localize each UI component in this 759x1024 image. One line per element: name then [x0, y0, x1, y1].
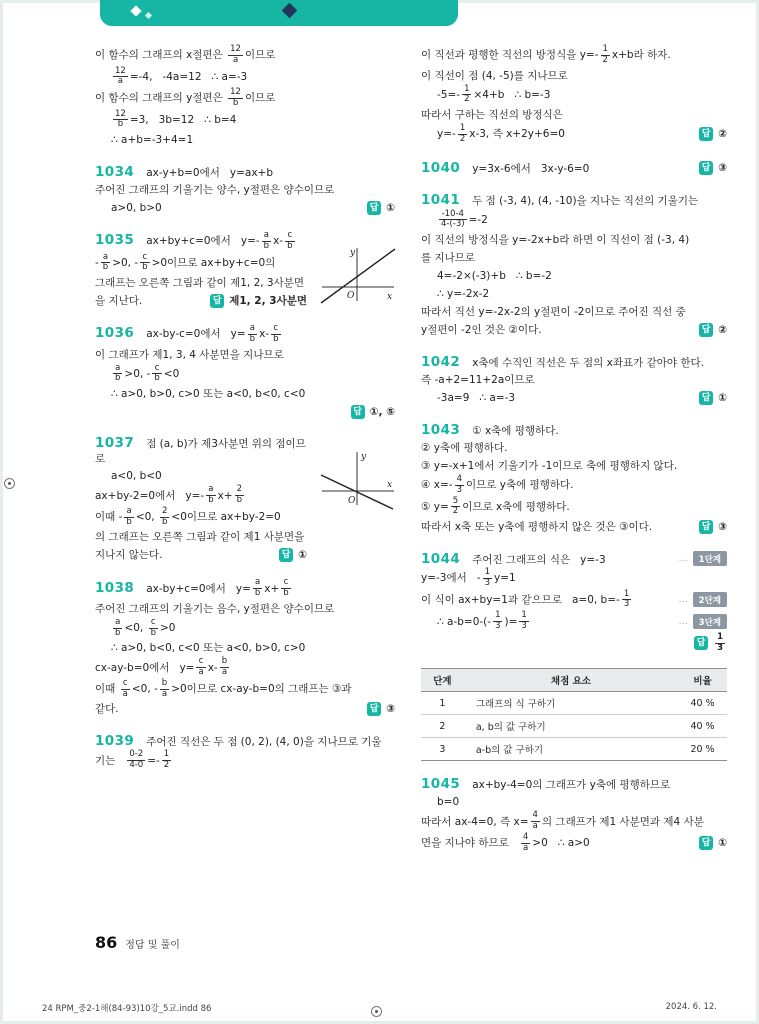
answer-label: 답: [694, 636, 708, 650]
solution-text: 주어진 직선은 두 점 (0, 2), (4, 0)을 지나므로 기울: [146, 735, 382, 748]
answer-label: 답: [367, 702, 381, 716]
answer-badge: [202, 293, 307, 308]
graph-figure-fall: [317, 447, 399, 514]
solution-text: cx-ay-b=0에서 y= $\frac{c}{a}$ x- $\frac{b}{a}$: [95, 656, 228, 678]
header-decoration: [100, 0, 458, 26]
solution-text: ∴ a-b=0-(- $\frac{1}{3}$ )= $\frac{1}{3}$: [437, 610, 527, 632]
print-info-left: 24 RPM_중2-1해(84-93)10강_5교.indd 86: [42, 1004, 212, 1014]
solution-line: [95, 231, 307, 252]
fraction: $\frac{4}{3}$: [456, 474, 462, 495]
answer-badge: [691, 391, 727, 405]
fraction: $\frac{a}{b}$: [115, 616, 121, 638]
solution-text: 두 점 (-3, 4), (4, -10)을 지나는 직선의 기울기는: [472, 195, 699, 208]
fraction: $\frac{1}{3}$: [623, 588, 630, 610]
solution-text: y절편이 -2인 것은 ②이다.: [421, 324, 542, 337]
solution-line: [95, 507, 307, 528]
fraction: $\frac{a}{b}$: [115, 362, 121, 384]
solution-line: [95, 181, 395, 198]
answer-value: ③: [718, 520, 727, 533]
solutions-content: [95, 44, 727, 868]
solution-text: 주어진 그래프의 기울기는 양수, y절편은 양수이므로: [95, 184, 335, 197]
answer-value: ①: [718, 837, 727, 850]
solution-text: 면을 지나야 하므로 $\frac{4}{a}$ >0 ∴ a>0: [421, 831, 590, 853]
grading-table-cell: 2: [421, 715, 464, 738]
solution-text: ③ y=-x+1에서 기울기가 -1이므로 축에 평행하지 않다.: [421, 460, 678, 473]
problem-number: 1044: [421, 550, 461, 567]
fraction: $\frac{a}{b}$: [249, 323, 256, 344]
solution-line: [421, 285, 727, 302]
grading-table-cell: a, b의 값 구하기: [464, 715, 678, 738]
grading-table-row: [421, 692, 727, 715]
solution-line: [95, 67, 395, 88]
solution-1037: [95, 435, 395, 563]
svg-text:y: y: [361, 452, 367, 463]
solution-line: [421, 421, 727, 438]
grading-table-cell: 40 %: [678, 692, 727, 715]
fraction: $\frac{4}{a}$: [532, 810, 538, 832]
solution-line: [421, 371, 727, 388]
solution-line: [421, 475, 727, 496]
fraction: $\frac{c}{b}$: [154, 362, 160, 384]
solution-continued: [421, 45, 727, 145]
solution-text: 지나지 않는다.: [95, 549, 163, 562]
solution-line: [95, 403, 395, 420]
answer-badge: [359, 702, 395, 716]
answer-badge: [691, 161, 727, 175]
solution-text: y=-3에서 - $\frac{1}{3}$ y=1: [421, 567, 516, 588]
grading-table-cell: a-b의 값 구하기: [464, 738, 678, 761]
answer-label: 답: [699, 127, 713, 141]
fraction: $\frac{0-2}{4-0}$: [129, 749, 144, 771]
solution-line: [95, 600, 395, 617]
answer-value: ③: [718, 162, 727, 175]
fraction: $\frac{2}{b}$: [161, 505, 168, 527]
solution-line: [95, 546, 307, 563]
problem-number: 1039: [95, 732, 135, 749]
answer-label: 답: [367, 201, 381, 215]
solution-text: 이 함수의 그래프의 x절편은 $\frac{12}{a}$ 이므로: [95, 44, 276, 65]
fraction: $\frac{a}{b}$: [102, 251, 109, 273]
fraction: $\frac{12}{a}$: [115, 65, 126, 87]
fraction: $\frac{1}{3}$: [495, 610, 501, 632]
solution-line: [95, 700, 395, 717]
sparkle-small-icon: [145, 12, 152, 19]
solution-line: [421, 267, 727, 284]
answer-label: 답: [210, 294, 224, 308]
solution-line: [95, 163, 395, 180]
right-column: [421, 44, 727, 868]
solution-text: y=3x-6에서 3x-y-6=0: [472, 163, 590, 176]
fraction: $\frac{c}{b}$: [150, 616, 156, 638]
solution-1034: [95, 163, 395, 216]
graph-figure-rise: [317, 243, 399, 310]
problem-number: 1045: [421, 775, 461, 792]
fraction: $\frac{4}{a}$: [522, 831, 529, 853]
solution-line: [95, 292, 307, 309]
problem-number: 1040: [421, 160, 461, 177]
fraction: $\frac{-10-4}{4-(-3)}$: [441, 208, 465, 230]
fraction: $\frac{c}{a}$: [198, 656, 204, 678]
solution-1042: [421, 353, 727, 406]
fraction: $\frac{1}{2}$: [163, 749, 170, 771]
registration-mark-bottom: [371, 1006, 382, 1017]
answer-value: ①: [298, 548, 307, 561]
solution-text: 그래프는 오른쪽 그림과 같이 제1, 2, 3사분면: [95, 277, 305, 290]
grading-table-header: 비율: [678, 669, 727, 692]
fraction: $\frac{12}{b}$: [230, 87, 241, 108]
svg-text:x: x: [387, 480, 393, 491]
answer-value: ②: [718, 128, 727, 141]
solution-text: - $\frac{a}{b}$ >0, - $\frac{c}{b}$ >0이므로 ax+by+c=0의: [95, 251, 276, 273]
problem-number: 1037: [95, 435, 135, 452]
solution-line: [95, 485, 307, 506]
problem-number: 1042: [421, 353, 461, 370]
answer-badge: [359, 201, 395, 215]
answer-label: 답: [279, 548, 293, 562]
answer-value: 제1, 2, 3사분면: [229, 295, 307, 308]
solution-line: [95, 346, 395, 363]
step-badge: … 1단계: [671, 551, 727, 566]
fraction: $\frac{1}{3}$: [521, 610, 527, 632]
solution-line: [95, 467, 307, 484]
solution-line: [421, 303, 727, 320]
solution-text: ∴ y=-2x-2: [437, 287, 490, 300]
solution-line: [421, 550, 727, 567]
fraction: $\frac{b}{a}$: [161, 677, 168, 699]
solution-text: 따라서 직선 y=-2x-2의 y절편이 -2이므로 주어진 직선 중: [421, 306, 686, 319]
solution-text: 을 지난다.: [95, 295, 143, 308]
solution-line: [95, 274, 307, 291]
solution-text: $\frac{-10-4}{4-(-3)}$ =-2: [441, 208, 488, 230]
problem-number: 1035: [95, 232, 135, 249]
solution-line: [95, 199, 395, 216]
solution-text: 이 식이 ax+by=1과 같으므로 a=0, b=- $\frac{1}{3}$: [421, 588, 630, 610]
problem-number: 1041: [421, 192, 461, 209]
solution-text: ④ x=- $\frac{4}{3}$ 이므로 y축에 평행하다.: [421, 474, 574, 495]
solution-line: [95, 364, 395, 385]
solution-text: -3a=9 ∴ a=-3: [437, 391, 516, 404]
solution-line: [95, 732, 395, 749]
solution-text: $\frac{a}{b}$ >0, - $\frac{c}{b}$ <0: [115, 362, 180, 384]
grading-table-header: 채점 요소: [464, 669, 678, 692]
solution-line: [421, 457, 727, 474]
sparkle-icon: [130, 5, 141, 16]
answer-badge: [691, 127, 727, 141]
answer-badge: [271, 548, 307, 562]
solution-text: 따라서 구하는 직선의 방정식은: [421, 109, 563, 122]
solution-line: [95, 750, 395, 771]
fraction: $\frac{2}{b}$: [236, 484, 243, 506]
solution-text: 를 지나므로: [421, 252, 476, 265]
solution-line: [421, 106, 727, 123]
solution-line: [421, 67, 727, 84]
solution-text: 점 (a, b)가 제3사분면 위의 점이므로: [95, 438, 306, 466]
solution-line: [95, 45, 395, 66]
grading-table-cell: 3: [421, 738, 464, 761]
solution-line: [95, 578, 395, 599]
solution-text: 이 그래프가 제1, 3, 4 사분면을 지나므로: [95, 348, 284, 361]
solution-text: ⑤ y= $\frac{5}{2}$ 이므로 x축에 평행하다.: [421, 495, 570, 517]
solution-line: [95, 88, 395, 109]
solution-line: [95, 110, 395, 131]
solution-line: [421, 833, 727, 854]
solution-text: 4=-2×(-3)+b ∴ b=-2: [437, 269, 552, 282]
solution-text: a>0, b>0: [111, 201, 162, 214]
grading-table-cell: 20 %: [678, 738, 727, 761]
solution-line: [421, 249, 727, 266]
solution-text: ∴ a>0, b<0, c<0 또는 a<0, b>0, c>0: [111, 642, 306, 655]
solution-line: [95, 528, 307, 545]
solution-text: 같다.: [95, 703, 119, 716]
solution-1036: [95, 324, 395, 420]
answer-label: 답: [699, 391, 713, 405]
solution-line: [421, 793, 727, 810]
fraction: $\frac{a}{b}$: [126, 505, 132, 527]
fraction: $\frac{12}{a}$: [230, 44, 241, 65]
solution-text: $\frac{12}{a}$ =-4, -4a=12 ∴ a=-3: [115, 65, 248, 87]
solution-1043: [421, 421, 727, 535]
answer-label: 답: [699, 323, 713, 337]
answer-value: ③: [386, 702, 395, 715]
solution-line: [421, 389, 727, 406]
solution-text: 즉 -a+2=11+2a이므로: [421, 374, 535, 387]
solution-line: [421, 85, 727, 106]
solution-text: 의 그래프는 오른쪽 그림과 같이 제1 사분면을: [95, 531, 305, 544]
solution-line: [421, 497, 727, 518]
solution-line: [421, 231, 727, 248]
grading-table-cell: 1: [421, 692, 464, 715]
fraction: $\frac{1}{3}$: [484, 567, 490, 588]
svg-text:O: O: [348, 496, 356, 507]
solution-line: [95, 131, 395, 148]
solution-line: [95, 324, 395, 345]
solution-line: [421, 353, 727, 370]
solution-text: ax+by+c=0에서 y=- $\frac{a}{b}$ x- $\frac{c}{b}$: [146, 230, 293, 251]
fraction: $\frac{c}{a}$: [122, 677, 128, 699]
fraction: $\frac{c}{b}$: [283, 577, 289, 599]
solution-text: ∴ a>0, b>0, c>0 또는 a<0, b<0, c<0: [111, 388, 306, 401]
solution-1044: [421, 550, 727, 653]
solution-text: 이 직선과 평행한 직선의 방정식을 y=- $\frac{1}{2}$ x+b라 하자.: [421, 44, 671, 65]
fraction: $\frac{c}{b}$: [142, 251, 148, 273]
fraction: $\frac{c}{b}$: [273, 323, 279, 344]
solution-text: 주어진 그래프의 식은 y=-3: [472, 553, 606, 566]
solution-text: ① x축에 평행하다.: [472, 424, 559, 437]
answer-value: [713, 633, 727, 654]
fraction: $\frac{5}{2}$: [452, 495, 459, 517]
solution-text: 주어진 그래프의 기울기는 음수, y절편은 양수이므로: [95, 602, 335, 615]
solution-text: 이 함수의 그래프의 y절편은 $\frac{12}{b}$ 이므로: [95, 87, 276, 108]
solution-text: ② y축에 평행하다.: [421, 442, 508, 455]
answer-badge: [691, 520, 727, 534]
solution-text: b=0: [437, 795, 460, 808]
solution-1035: [95, 231, 395, 309]
grading-table-cell: 40 %: [678, 715, 727, 738]
solution-line: [421, 775, 727, 792]
answer-label: 답: [699, 161, 713, 175]
answer-value: ①, ⑤: [369, 405, 395, 418]
solution-line: [95, 435, 307, 466]
solution-text: y=- $\frac{1}{2}$ x-3, 즉 x+2y+6=0: [437, 123, 565, 144]
fraction: $\frac{b}{a}$: [221, 656, 228, 678]
answer-badge: [686, 633, 727, 654]
solution-text: 이때 - $\frac{a}{b}$ <0, $\frac{2}{b}$ <0이므로 ax+by-2=0: [95, 505, 281, 527]
problem-number: 1036: [95, 325, 135, 342]
svg-text:O: O: [347, 291, 355, 302]
solution-1045: [421, 775, 727, 853]
answer-badge: [343, 405, 395, 419]
solution-text: 기는 $\frac{0-2}{4-0}$ =- $\frac{1}{2}$: [95, 749, 170, 771]
answer-badge: [691, 836, 727, 850]
fraction: $\frac{1}{2}$: [459, 123, 466, 144]
solution-1039: [95, 732, 395, 771]
solution-text: 따라서 x축 또는 y축에 평행하지 않은 것은 ③이다.: [421, 521, 653, 534]
solution-line: [421, 321, 727, 338]
solution-text: ax-y+b=0에서 y=ax+b: [146, 166, 274, 179]
answer-label: 답: [351, 405, 365, 419]
solution-text: x축에 수직인 직선은 두 점의 x좌표가 같아야 한다.: [472, 356, 705, 369]
step-badge: … 3단계: [671, 614, 727, 629]
solution-line: [95, 385, 395, 402]
fraction: $\frac{a}{b}$: [254, 577, 261, 599]
solution-line: [421, 611, 727, 632]
answer-value: ①: [718, 391, 727, 404]
grading-table-header: 단계: [421, 669, 464, 692]
solution-line: [421, 439, 727, 456]
grading-table-row: [421, 738, 727, 761]
footer-label: 정답 및 풀이: [125, 940, 180, 951]
solution-text: -5=- $\frac{1}{2}$ ×4+b ∴ b=-3: [437, 83, 551, 105]
solution-1040: [421, 160, 727, 177]
grading-table-row: [421, 715, 727, 738]
answer-label: 답: [699, 836, 713, 850]
problem-number: 1038: [95, 579, 135, 596]
fraction: $\frac{1}{2}$: [464, 83, 470, 105]
fraction: $\frac{a}{b}$: [208, 484, 214, 506]
solution-line: [421, 590, 727, 611]
fraction: $\frac{1}{3}$: [717, 631, 723, 653]
answer-label: 답: [699, 520, 713, 534]
page-number: 86: [95, 933, 118, 952]
solution-line: [95, 639, 395, 656]
answer-value: ②: [718, 323, 727, 336]
fraction: $\frac{12}{b}$: [115, 108, 126, 130]
solution-line: [95, 657, 395, 678]
page-footer: [95, 933, 180, 952]
solution-line: [421, 518, 727, 535]
solution-text: ax+by-2=0에서 y=- $\frac{a}{b}$ x+ $\frac{2}{b}$: [95, 484, 243, 506]
star-icon: [282, 3, 298, 19]
fraction: $\frac{1}{2}$: [602, 44, 608, 65]
solution-continued: [95, 45, 395, 148]
solution-line: [95, 253, 307, 274]
solution-text: ∴ a+b=-3+4=1: [111, 133, 194, 146]
solution-text: $\frac{a}{b}$ <0, $\frac{c}{b}$ >0: [115, 616, 176, 638]
solution-text: ax+by-4=0의 그래프가 y축에 평행하므로: [472, 778, 671, 791]
solution-line: [95, 618, 395, 639]
solution-line: [421, 124, 727, 145]
grading-table-cell: 그래프의 식 구하기: [464, 692, 678, 715]
solution-line: [421, 633, 727, 654]
solution-text: ax-by-c=0에서 y= $\frac{a}{b}$ x- $\frac{c}{b}$: [146, 323, 279, 344]
fraction: $\frac{c}{b}$: [287, 230, 293, 251]
solution-line: [421, 160, 727, 177]
solution-line: [421, 210, 727, 231]
solution-line: [421, 811, 727, 832]
answer-badge: [691, 323, 727, 337]
solution-line: [421, 45, 727, 66]
grading-table: [421, 668, 727, 761]
answer-value: ①: [386, 201, 395, 214]
problem-number: 1043: [421, 421, 461, 438]
solution-text: 이때 $\frac{c}{a}$ <0, - $\frac{b}{a}$ >0이므로 cx-ay-b=0의 그래프는 ③과: [95, 677, 352, 699]
solution-text: 이 직선의 방정식을 y=-2x+b라 하면 이 직선이 점 (-3, 4): [421, 234, 690, 247]
solution-text: 따라서 ax-4=0, 즉 x= $\frac{4}{a}$ 의 그래프가 제1 사분면과 제4 사분: [421, 810, 704, 832]
solution-text: ax-by+c=0에서 y= $\frac{a}{b}$ x+ $\frac{c}{b}$: [146, 577, 289, 599]
solution-text: 이 직선이 점 (4, -5)를 지나므로: [421, 69, 568, 82]
solution-text: $\frac{12}{b}$ =3, 3b=12 ∴ b=4: [115, 108, 237, 130]
solution-line: [421, 568, 727, 589]
svg-text:x: x: [387, 292, 393, 303]
step-badge: … 2단계: [671, 592, 727, 607]
solution-line: [421, 192, 727, 209]
solution-text: a<0, b<0: [111, 469, 162, 482]
print-date: 2024. 6. 12.: [665, 1002, 717, 1012]
left-column: [95, 44, 395, 868]
fraction: $\frac{a}{b}$: [263, 230, 270, 251]
svg-text:y: y: [350, 248, 356, 259]
registration-mark-left: [4, 478, 15, 489]
solution-line: [95, 679, 395, 700]
solution-1038: [95, 578, 395, 717]
solution-1041: [421, 192, 727, 339]
problem-number: 1034: [95, 163, 135, 180]
